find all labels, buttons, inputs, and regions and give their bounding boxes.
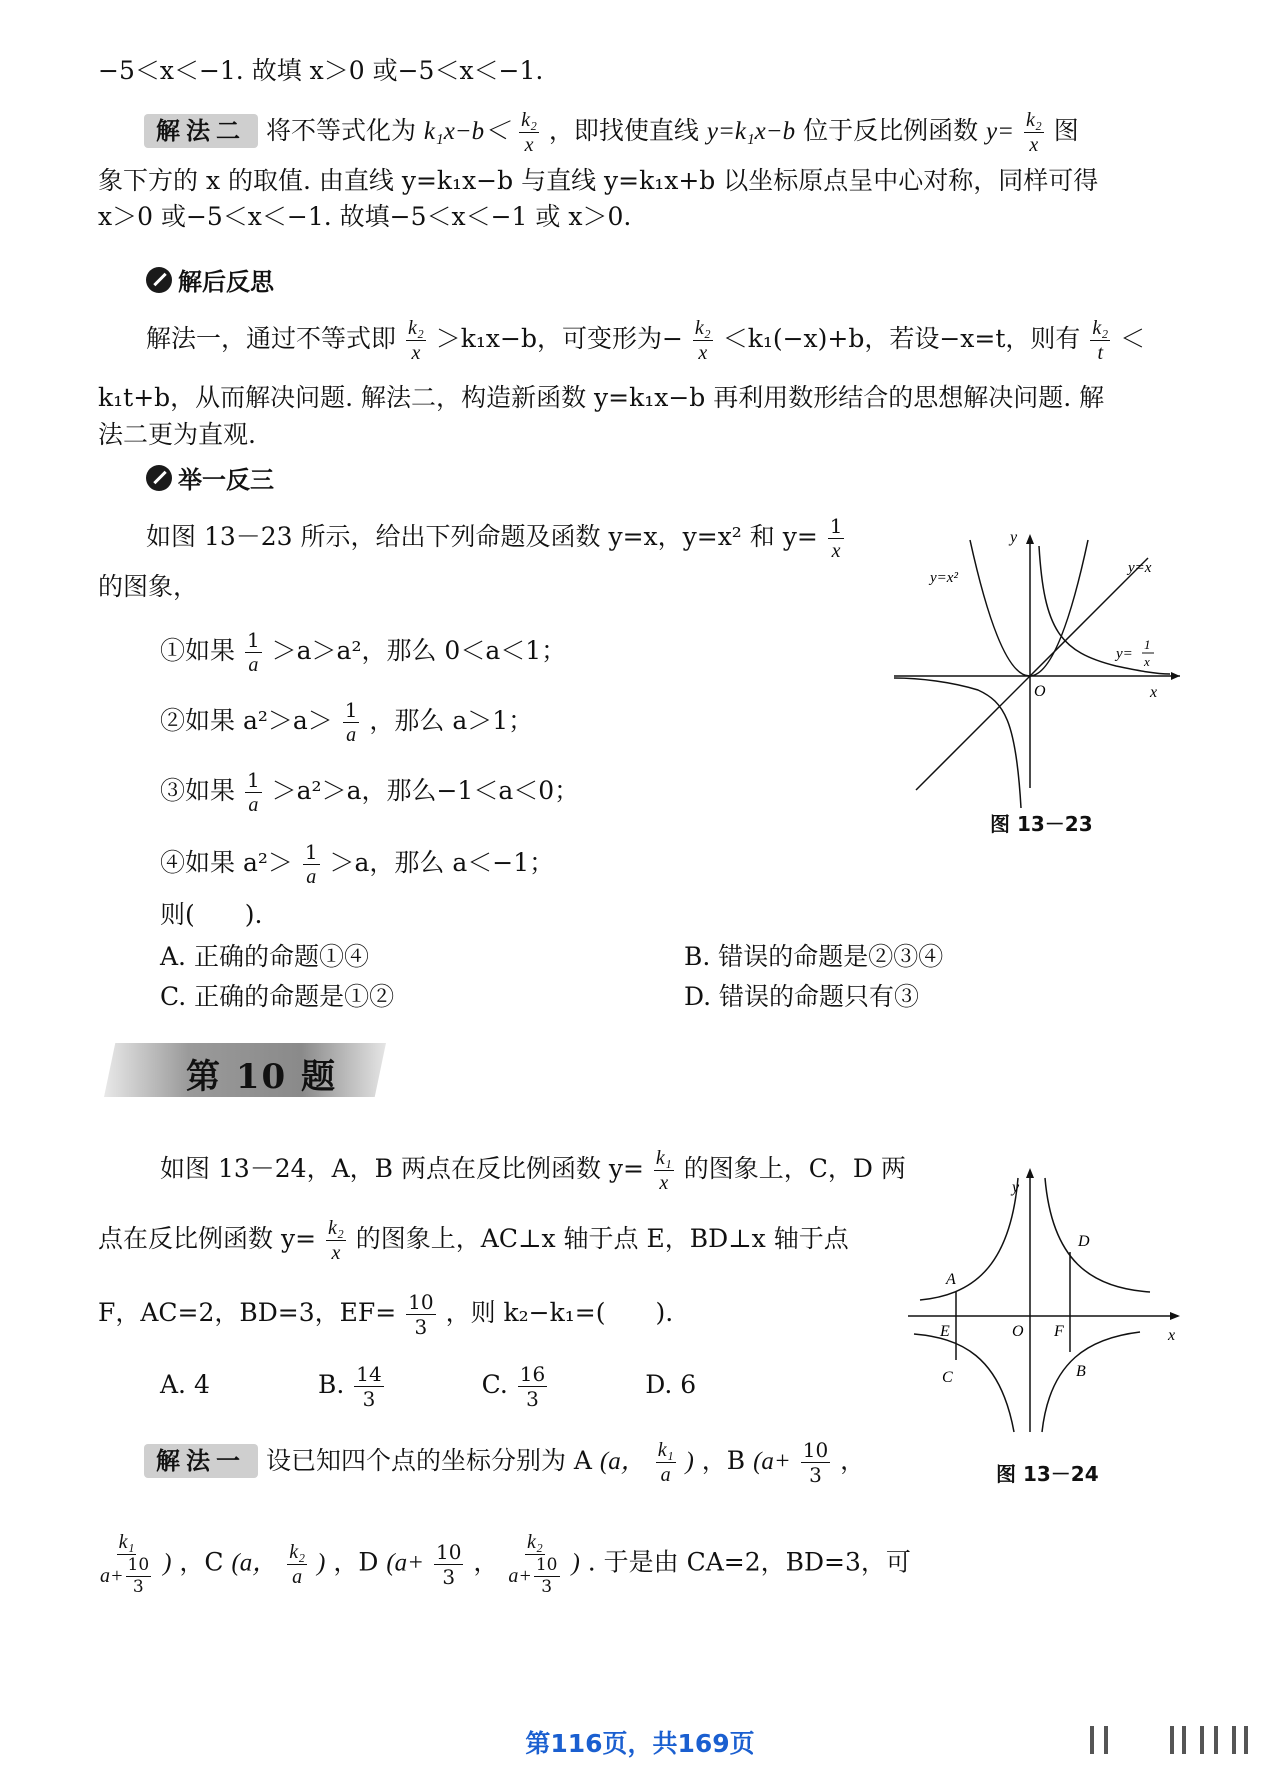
y-axis-arrow: [1026, 534, 1034, 544]
fraction-k2-over-t: $\frac{\text{k₂}}{t}$: [1092, 317, 1109, 364]
figure-13-24: [900, 1150, 1200, 1440]
fraction-16-over-3: $\frac{16}{3}$: [519, 1362, 546, 1411]
fraction-k1-over-x: $\frac{\text{k₁}}{x}$: [655, 1147, 672, 1194]
statement-3: ③如果 $\frac{1}{a}$ ＞a²＞a，那么−1＜a＜0；: [160, 768, 580, 816]
point-B-label: B: [1076, 1363, 1086, 1380]
fraction-1-over-a: $\frac{1}{a}$: [246, 628, 260, 676]
toolbar-decoration: [1104, 1726, 1108, 1754]
origin-label: O: [1034, 683, 1046, 700]
fraction-k2-over-a: $\frac{\text{k₂}}{a}$: [289, 1540, 306, 1588]
y-axis-label: y: [1010, 529, 1018, 546]
point-E-label: E: [940, 1323, 950, 1340]
label-y-equals-x: y=x: [1128, 560, 1152, 576]
method-one-line1: 解法一 设已知四个点的坐标分别为 A (a， $\frac{\text{k₁}}{a}$ ) ，B (a+ $\frac{10}{3}$ ，: [144, 1440, 865, 1485]
option-d: D. 6: [645, 1370, 697, 1399]
fraction-1-over-a: $\frac{1}{a}$: [344, 698, 358, 746]
option-b: B.: [317, 1370, 345, 1399]
fraction-k2-over-x: $\frac{\text{k₂}}{x}$: [407, 317, 424, 364]
pen-icon: [146, 465, 172, 491]
toolbar-decoration: [1214, 1726, 1218, 1754]
origin-label: O: [1012, 1323, 1024, 1340]
figure-13-23-caption: 图 13－23: [990, 812, 1093, 836]
pen-icon: [146, 267, 172, 293]
label-y-equals-1-over-x: y=: [1116, 646, 1133, 662]
toolbar-decoration: [1200, 1726, 1204, 1754]
statement-4: ④如果 a²＞ $\frac{1}{a}$ ＞a，那么 a＜−1；: [160, 840, 555, 888]
method-two-tag: 解法二: [144, 114, 258, 148]
math-text: y=k₁x−b: [706, 118, 796, 145]
curve-k1-upper-left: [920, 1178, 1018, 1300]
figure-13-23: [880, 520, 1210, 830]
fraction-k1-over-a: $\frac{\text{k₁}}{a}$: [657, 1439, 674, 1486]
label-inv-denominator: x: [1144, 654, 1150, 669]
option-b: B. 错误的命题是②③④: [684, 942, 944, 971]
label-inv-numerator: 1: [1144, 637, 1151, 652]
option-d: D. 错误的命题只有③: [684, 982, 920, 1011]
reflection-line1: 解法一，通过不等式即 $\frac{\text{k₂}}{x}$ ＞k₁x−b，可变形为− $\frac{\text{k₂}}{x}$ ＜k₁(−x)+b，若设−x=t，则有 $\frac{\text{k₂}}{t}$ ＜: [146, 317, 1146, 364]
y-axis-label: y: [1012, 1179, 1020, 1196]
method-two-line2: 象下方的 x 的取值. 由直线 y=k₁x−b 与直线 y=k₁x+b 以坐标原点呈中心对称，同样可得: [98, 166, 1099, 195]
figure-13-24-caption: 图 13－24: [996, 1462, 1099, 1486]
toolbar-decoration: [1090, 1726, 1094, 1754]
fraction-k2-over-x: $\frac{\text{k₂}}{x}$: [1025, 109, 1042, 156]
fraction-1-over-a: $\frac{1}{a}$: [304, 840, 318, 888]
toolbar-decoration: [1182, 1726, 1186, 1754]
point-F-label: F: [1054, 1323, 1064, 1340]
fraction-10-over-3: $\frac{10}{3}$: [408, 1290, 434, 1339]
fraction-1-over-x: $\frac{1}{x}$: [829, 514, 843, 562]
curve-k2-lower-left: [914, 1334, 1014, 1432]
q10-line3: F，AC=2，BD=3，EF= $\frac{10}{3}$ ，则 k₂−k₁=( ).: [98, 1290, 674, 1339]
question-prompt: 则( ).: [160, 900, 263, 929]
practice-intro-line2: 的图象，: [98, 572, 199, 601]
text: 将不等式化为: [265, 116, 424, 145]
x-axis-label: x: [1150, 684, 1158, 701]
curve-k1-lower-right: [1042, 1332, 1140, 1432]
fraction-k2-over-x: $\frac{\text{k₂}}{x}$: [521, 109, 537, 156]
reflection-heading: 解后反思: [146, 262, 274, 297]
fraction-1-over-a: $\frac{1}{a}$: [246, 768, 260, 816]
fraction-k2-over-x: $\frac{\text{k₂}}{x}$: [694, 317, 711, 364]
math-text: y=: [986, 118, 1014, 145]
point-C-label: C: [942, 1369, 953, 1386]
toolbar-decoration: [1170, 1726, 1174, 1754]
page-indicator: 第116页，共169页: [525, 1729, 755, 1758]
q10-line2: 点在反比例函数 y= $\frac{\text{k₂}}{x}$ 的图象上，AC⊥x 轴于点 E，BD⊥x 轴于点: [98, 1217, 849, 1264]
text: 图: [1053, 116, 1079, 145]
hyperbola-branch-left: [894, 678, 1021, 808]
practice-heading: 举一反三: [146, 460, 274, 495]
q10-line1: 如图 13－24，A，B 两点在反比例函数 y= $\frac{\text{k₁}}{x}$ 的图象上，C，D 两: [160, 1147, 906, 1194]
option-a: A. 正确的命题①④: [160, 942, 369, 971]
fraction-14-over-3: $\frac{14}{3}$: [356, 1362, 382, 1411]
fraction-k1-over-a-plus-10-3: k₁ a+ $\frac{10}{3}$: [100, 1531, 150, 1597]
x-axis-arrow: [1171, 672, 1180, 680]
x-axis-label: x: [1168, 1327, 1176, 1344]
practice-intro-line1: 如图 13－23 所示，给出下列命题及函数 y=x，y=x² 和 y= $\frac{1}{x}$: [146, 514, 843, 562]
fraction-k2-over-a-plus-10-3: k₂ a+ $\frac{10}{3}$: [508, 1531, 558, 1597]
fraction-10-over-3: $\frac{10}{3}$: [435, 1539, 462, 1589]
method-two-line3: x＞0 或−5＜x＜−1. 故填−5＜x＜−1 或 x＞0.: [98, 202, 632, 231]
statement-2: ②如果 a²＞a＞ $\frac{1}{a}$ ，那么 a＞1；: [160, 698, 534, 746]
parabola-curve: [970, 540, 1088, 676]
reflection-line3: 法二更为直观.: [98, 420, 256, 449]
option-c: C. 正确的命题是①②: [160, 982, 395, 1011]
question-banner-title: 第 10 题: [186, 1057, 337, 1097]
line-y-equals-x: [916, 558, 1148, 790]
option-c: C.: [481, 1370, 508, 1399]
math-text: k₁x−b＜: [423, 118, 510, 145]
method-one-line2: k₁ a+ $\frac{10}{3}$ ) ，C (a， $\frac{\text{k₂}}{a}$ ) ，D (a+ $\frac{10}{3}$ ， k₂ a+ $\frac{10}{3}$ ) . 于是由 CA=2，BD=3，可: [100, 1531, 911, 1597]
curve-k2-upper-right: [1045, 1178, 1150, 1292]
toolbar-decoration: [1244, 1726, 1248, 1754]
point-D-label: D: [1078, 1233, 1090, 1250]
fraction-10-over-3: $\frac{10}{3}$: [802, 1438, 829, 1487]
label-y-equals-x-squared: y=x²: [930, 570, 958, 586]
q10-options: [160, 1364, 696, 1409]
toolbar-decoration: [1232, 1726, 1236, 1754]
option-a: A. 4: [160, 1370, 210, 1399]
method-one-tag: 解法一: [144, 1444, 258, 1478]
text-line: −5＜x＜−1. 故填 x＞0 或−5＜x＜−1.: [98, 56, 544, 85]
text: ，即找使直线: [548, 116, 707, 145]
method-two-paragraph-line1: [144, 110, 1079, 155]
reflection-line2: k₁t+b，从而解决问题. 解法二，构造新函数 y=k₁x−b 再利用数形结合的思想解决问题. 解: [98, 383, 1105, 412]
fraction-k2-over-x: $\frac{\text{k₂}}{x}$: [327, 1217, 344, 1264]
point-A-label: A: [946, 1271, 956, 1288]
statement-1: ①如果 $\frac{1}{a}$ ＞a＞a²，那么 0＜a＜1；: [160, 628, 567, 676]
x-axis-arrow: [1170, 1312, 1180, 1320]
y-axis-arrow: [1026, 1168, 1034, 1178]
text: 位于反比例函数: [803, 116, 987, 145]
